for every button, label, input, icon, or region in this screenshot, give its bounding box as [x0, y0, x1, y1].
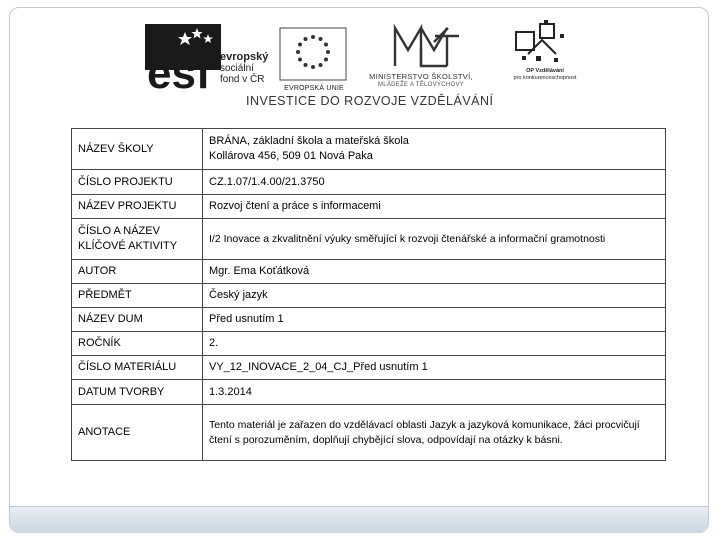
table-row	[72, 308, 666, 332]
esf-text	[220, 52, 268, 85]
row-label: DATUM TVORBY	[72, 380, 203, 405]
op-logo	[492, 18, 590, 98]
row-label: ČÍSLO PROJEKTU	[72, 170, 203, 195]
esf-logo	[145, 24, 270, 94]
eu-flag-icon	[278, 26, 348, 84]
row-value: 2.	[203, 332, 666, 356]
table-row	[72, 219, 666, 260]
table-row	[72, 260, 666, 284]
table-row	[72, 284, 666, 308]
msmt-mark-icon	[355, 22, 485, 72]
row-value: I/2 Inovace a zkvalitnění výuky směřující k rozvoji čtenářské a informační gramotnosti	[203, 219, 666, 260]
bottom-bar	[10, 506, 708, 533]
eu-label: EVROPSKÁ UNIE	[284, 85, 344, 92]
esf-line3: fond v ČR	[220, 74, 265, 85]
row-label: ČÍSLO A NÁZEV KLÍČOVÉ AKTIVITY	[72, 219, 203, 260]
msmt-logo	[355, 22, 485, 100]
op-mark-icon	[492, 18, 590, 68]
row-value: Tento materiál je zařazen do vzdělávací oblasti Jazyk a jazyková komunikace, žáci procvičují čtení s porozuměním, doplňují chybějící slova, odpovídají na otázky k básni.	[203, 405, 666, 461]
table-row	[72, 170, 666, 195]
table-row	[72, 405, 666, 461]
row-value: 1.3.2014	[203, 380, 666, 405]
table-row	[72, 332, 666, 356]
msmt-label	[355, 72, 487, 90]
school-name: BRÁNA, základní škola a mateřská škola	[209, 135, 409, 147]
tagline: INVESTICE DO ROZVOJE VZDĚLÁVÁNÍ	[246, 94, 494, 108]
table-row	[72, 380, 666, 405]
row-label: NÁZEV DUM	[72, 308, 203, 332]
esf-mark-text: esf	[147, 49, 211, 92]
row-value: CZ.1.07/1.4.00/21.3750	[203, 170, 666, 195]
row-label: NÁZEV PROJEKTU	[72, 195, 203, 219]
row-label: ANOTACE	[72, 405, 203, 461]
row-label: AUTOR	[72, 260, 203, 284]
info-table	[71, 128, 666, 461]
esf-line2: sociální	[220, 63, 254, 74]
row-label: PŘEDMĚT	[72, 284, 203, 308]
row-value: Mgr. Ema Koťátková	[203, 260, 666, 284]
table-row	[72, 129, 666, 170]
table-row	[72, 356, 666, 380]
row-value	[203, 129, 666, 170]
msmt-line2: MLÁDEŽE A TĚLOVÝCHOVY	[377, 82, 465, 88]
esf-line1: evropský	[220, 51, 269, 63]
op-label	[500, 68, 590, 82]
table-row	[72, 195, 666, 219]
row-label: NÁZEV ŠKOLY	[72, 129, 203, 170]
eu-logo	[278, 26, 348, 96]
msmt-line1: MINISTERSTVO ŠKOLSTVÍ,	[369, 72, 473, 81]
row-value: Před usnutím 1	[203, 308, 666, 332]
row-value: Rozvoj čtení a práce s informacemi	[203, 195, 666, 219]
op-line1: OP Vzdělávání	[526, 68, 564, 74]
row-label: ČÍSLO MATERIÁLU	[72, 356, 203, 380]
school-address: Kollárova 456, 509 01 Nová Paka	[209, 150, 373, 162]
row-label: ROČNÍK	[72, 332, 203, 356]
row-value: VY_12_INOVACE_2_04_CJ_Před usnutím 1	[203, 356, 666, 380]
row-value: Český jazyk	[203, 284, 666, 308]
op-line2: pro konkurenceschopnost	[513, 75, 577, 81]
esf-mark-icon	[145, 24, 221, 92]
